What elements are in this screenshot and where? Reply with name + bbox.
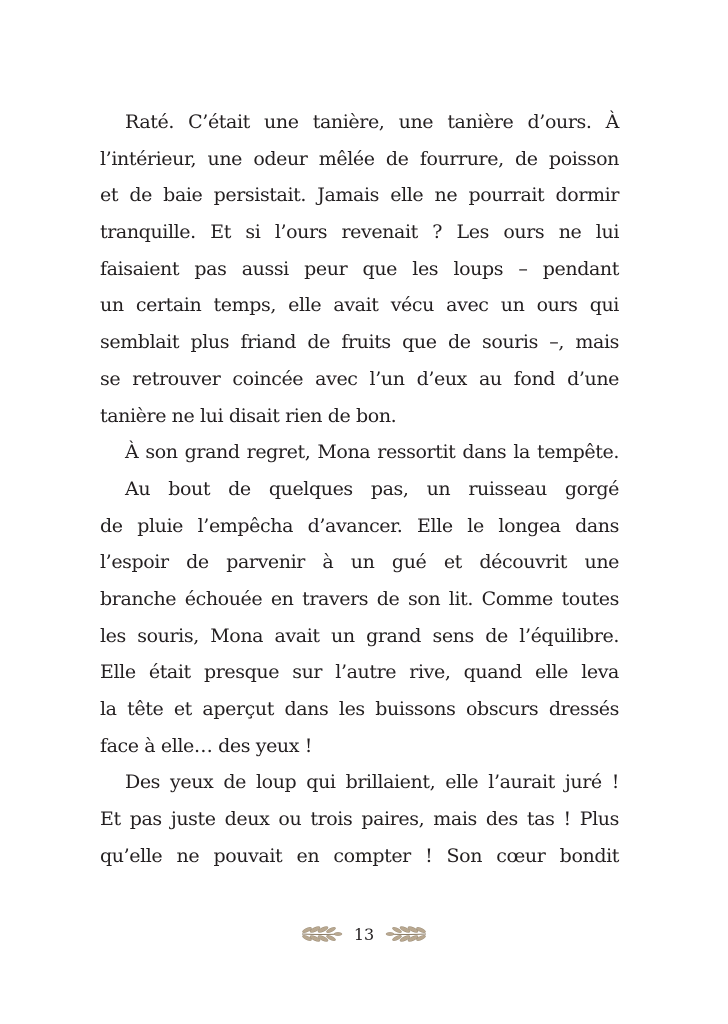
text-line: l’intérieur, une odeur mêlée de fourrure, de poisson: [100, 147, 619, 170]
text-line: les souris, Mona avait un grand sens de l’équilibre.: [100, 624, 619, 647]
text-line: Elle était presque sur l’autre rive, quand elle leva: [100, 661, 619, 684]
text-line: la tête et aperçut dans les buissons obscurs dressés: [100, 698, 619, 720]
text-line: qu’elle ne pouvait en compter ! Son cœur bondit: [100, 844, 619, 867]
text-line: se retrouver coincée avec l’un d’eux au fond d’une: [100, 367, 619, 390]
laurel-branch-icon: [299, 923, 343, 945]
body-text: [100, 104, 619, 874]
text-line: Au bout de quelques pas, un ruisseau gorgé: [125, 477, 619, 500]
text-line: Des yeux de loup qui brillaient, elle l’aurait juré !: [125, 771, 619, 794]
text-line: de pluie l’empêcha d’avancer. Elle le longea dans: [100, 514, 619, 537]
text-line: branche échouée en travers de son lit. Comme toutes: [100, 587, 619, 610]
text-line: Et pas juste deux ou trois paires, mais des tas ! Plus: [100, 808, 619, 831]
text-line: À son grand regret, Mona ressortit dans la tempête.: [125, 441, 619, 464]
page-number: 13: [353, 924, 375, 944]
text-line: Raté. C’était une tanière, une tanière d’ours. À: [125, 111, 619, 133]
page-footer: [0, 916, 728, 952]
text-line: un certain temps, elle avait vécu avec un ours qui: [100, 294, 619, 317]
text-line: tranquille. Et si l’ours revenait ? Les ours ne lui: [100, 221, 619, 244]
text-line: faisaient pas aussi peur que les loups – pendant: [100, 257, 619, 280]
text-line: tanière ne lui disait rien de bon.: [100, 404, 397, 427]
text-line: face à elle… des yeux !: [100, 734, 312, 757]
text-line: semblait plus friand de fruits que de souris –, mais: [100, 331, 619, 354]
text-line: l’espoir de parvenir à un gué et découvrit une: [100, 551, 619, 574]
text-line: et de baie persistait. Jamais elle ne pourrait dormir: [100, 184, 619, 207]
laurel-branch-icon: [385, 923, 429, 945]
